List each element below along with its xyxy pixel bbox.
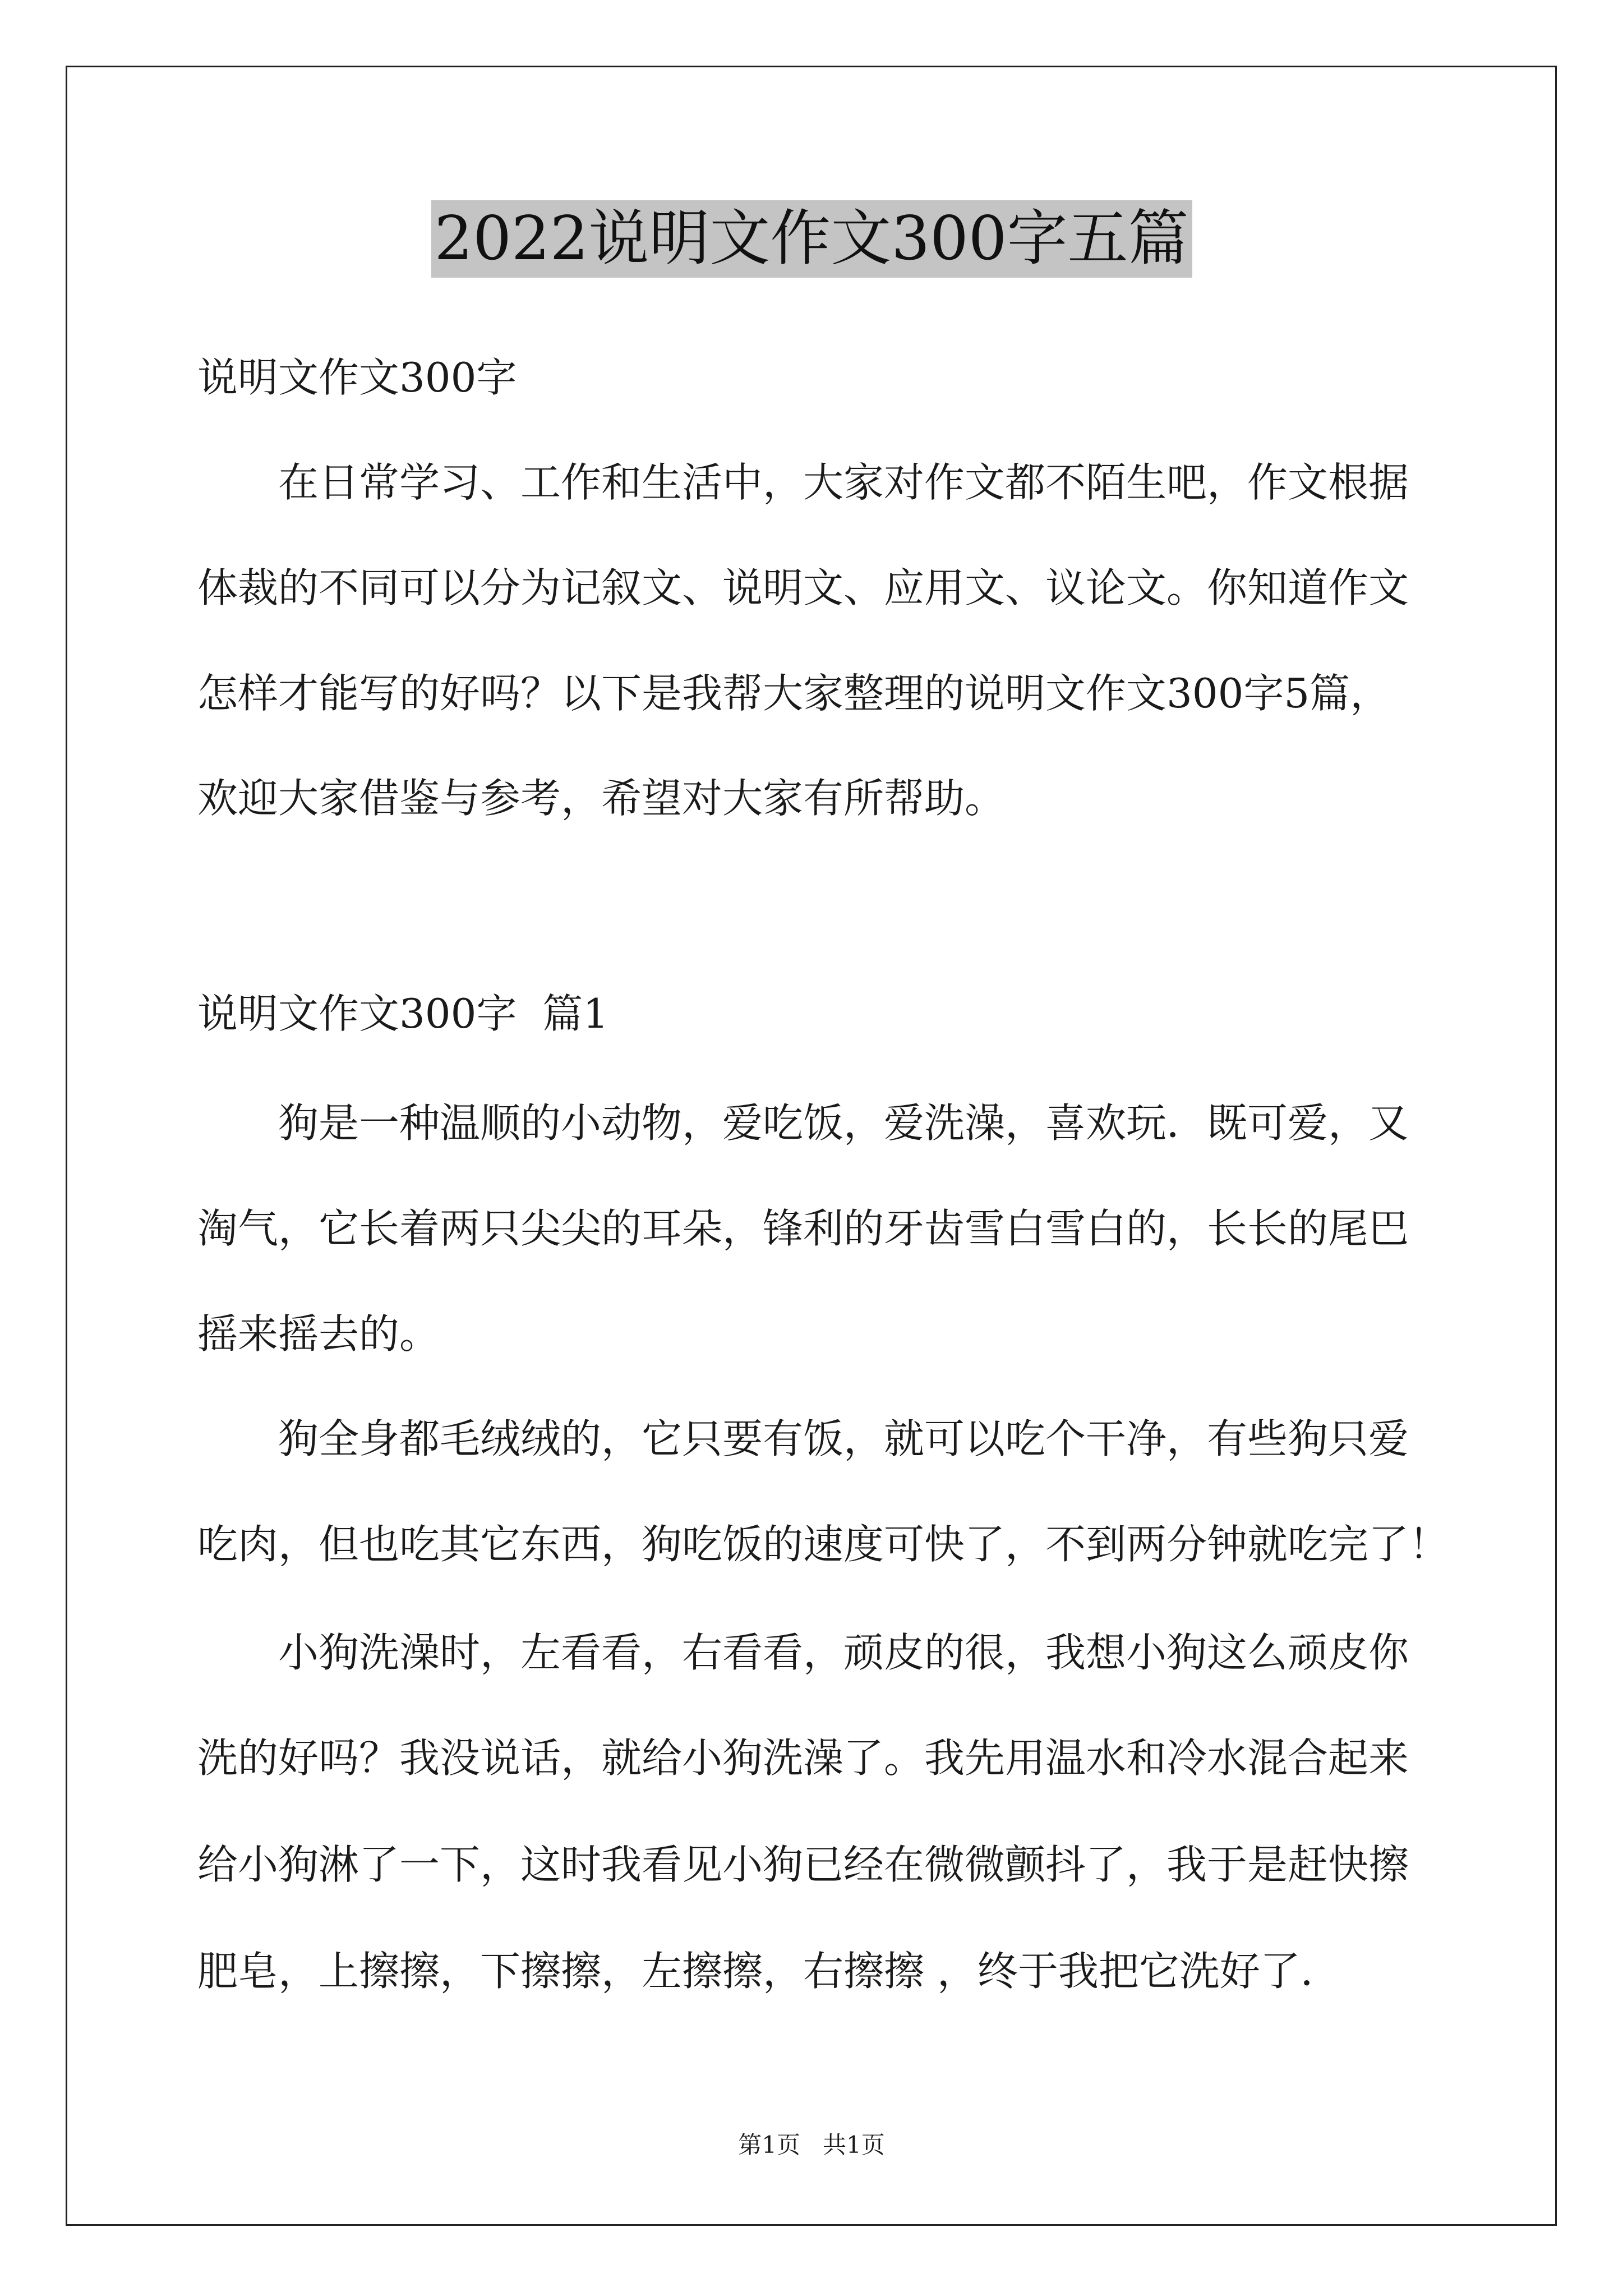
section-heading: 说明文作文300字 篇1 xyxy=(197,990,609,1037)
paragraph-line: 在日常学习、工作和生活中，大家对作文都不陌生吧，作文根据 xyxy=(278,459,1409,506)
paragraph-line: 体裁的不同可以分为记叙文、说明文、应用文、议论文。你知道作文 xyxy=(197,564,1409,611)
paragraph-line: 狗是一种温顺的小动物，爱吃饭，爱洗澡，喜欢玩．既可爱，又 xyxy=(278,1099,1409,1147)
paragraph-line: 狗全身都毛绒绒的，它只要有饭，就可以吃个干净，有些狗只爱 xyxy=(278,1415,1409,1462)
paragraph-line: 洗的好吗？我没说话，就给小狗洗澡了。我先用温水和冷水混合起来 xyxy=(197,1734,1409,1782)
paragraph-line: 摇来摇去的。 xyxy=(197,1310,440,1358)
paragraph-line: 吃肉，但也吃其它东西，狗吃饭的速度可快了，不到两分钟就吃完了！ xyxy=(197,1521,1450,1568)
section-heading: 说明文作文300字 xyxy=(197,354,517,401)
paragraph-line: 淘气，它长着两只尖尖的耳朵，锋利的牙齿雪白雪白的，长长的尾巴 xyxy=(197,1205,1409,1252)
paragraph-line: 肥皂，上擦擦，下擦擦，左擦擦，右擦擦 ，终于我把它洗好了． xyxy=(197,1948,1341,1995)
paragraph-line: 给小狗淋了一下，这时我看见小狗已经在微微颤抖了，我于是赶快擦 xyxy=(197,1841,1409,1888)
page-footer: 第1页 共1页 xyxy=(738,2131,885,2159)
paragraph-line: 怎样才能写的好吗？以下是我帮大家整理的说明文作文300字5篇， xyxy=(197,670,1391,717)
document-title: 2022说明文作文300字五篇 xyxy=(431,200,1192,278)
paragraph-line: 欢迎大家借鉴与参考，希望对大家有所帮助。 xyxy=(197,775,1006,822)
title-container xyxy=(0,200,1623,278)
paragraph-line: 小狗洗澡时，左看看，右看看，顽皮的很，我想小狗这么顽皮你 xyxy=(278,1629,1409,1676)
